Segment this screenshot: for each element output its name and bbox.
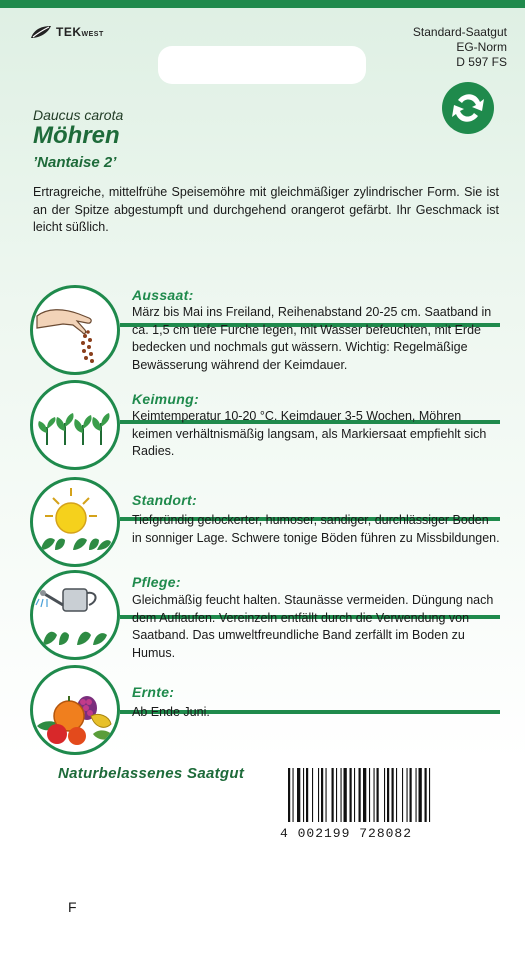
section-text: Ab Ende Juni.: [132, 705, 210, 719]
section-title: Standort:: [132, 492, 197, 508]
standard-line-2: EG-Norm: [456, 40, 507, 54]
standard-line-1: Standard-Saatgut: [412, 25, 507, 39]
tagline: Naturbelassenes Saatgut: [58, 765, 245, 782]
section-ernte: [30, 665, 500, 761]
brand-logo: [30, 25, 104, 39]
blank-label-box: [158, 46, 366, 84]
recycle-arrow-icon: [440, 80, 496, 136]
sowing-hand-icon: [33, 288, 117, 372]
section-title: Aussaat:: [132, 287, 194, 303]
brand-name: TEK: [56, 25, 82, 39]
section-text: Tiefgründig gelockerter, humoser, sandiger, durchlässiger Boden in sonniger Lage. Schwere tonige Böden führen zu Missbildungen.: [132, 513, 500, 545]
standard-info: [413, 25, 507, 70]
section-pflege: [30, 570, 500, 666]
section-title: Ernte:: [132, 684, 175, 700]
top-green-strip: [0, 0, 525, 8]
section-title: Keimung:: [132, 391, 199, 407]
barcode-number: 4 002199 728082: [280, 826, 413, 841]
variety-name: ’Nantaise 2’: [33, 154, 117, 171]
print-mark: F: [68, 899, 77, 915]
watering-can-icon: [33, 573, 117, 657]
section-text: Keimtemperatur 10-20 °C. Keimdauer 3-5 Wochen, Möhren keimen verhältnismäßig langsam, als Markiersaat empfiehlt sich Radies.: [132, 409, 487, 458]
section-standort: [30, 475, 500, 571]
standard-line-3: D 597 FS: [456, 55, 507, 69]
product-description: Ertragreiche, mittelfrühe Speisemöhre mit gleichmäßiger zylindrischer Form. Sie ist an der Spitze abgestumpft und durchgehend orangerot gefärbt. Ihr Geschmack ist leicht süßlich.: [33, 185, 499, 234]
sun-plants-icon: [33, 480, 117, 564]
seedlings-icon: [33, 383, 117, 467]
section-text: Gleichmäßig feucht halten. Staunässe vermeiden. Düngung nach dem Auflaufen. Vereinzeln entfällt durch die Verwendung von Saatband. Das umweltfreundliche Band zerfällt im Boden zu Humus.: [132, 593, 494, 660]
latin-name: Daucus carota: [33, 107, 124, 123]
brand-suffix: WEST: [81, 31, 104, 38]
harvest-vegetables-icon: [33, 668, 117, 752]
section-aussaat: [30, 277, 500, 377]
section-text: März bis Mai ins Freiland, Reihenabstand 20-25 cm. Saatband in ca. 1,5 cm tiefe Furche legen, mit Wasser befeuchten, mit Erde bedecken und nochmals gut wässern. Wichtig: Regelmäßige Bewässerung während der Keimdauer.: [132, 305, 492, 372]
leaf-icon: [30, 25, 52, 39]
product-name: Möhren: [33, 122, 120, 149]
section-keimung: [30, 378, 500, 474]
section-title: Pflege:: [132, 574, 181, 590]
